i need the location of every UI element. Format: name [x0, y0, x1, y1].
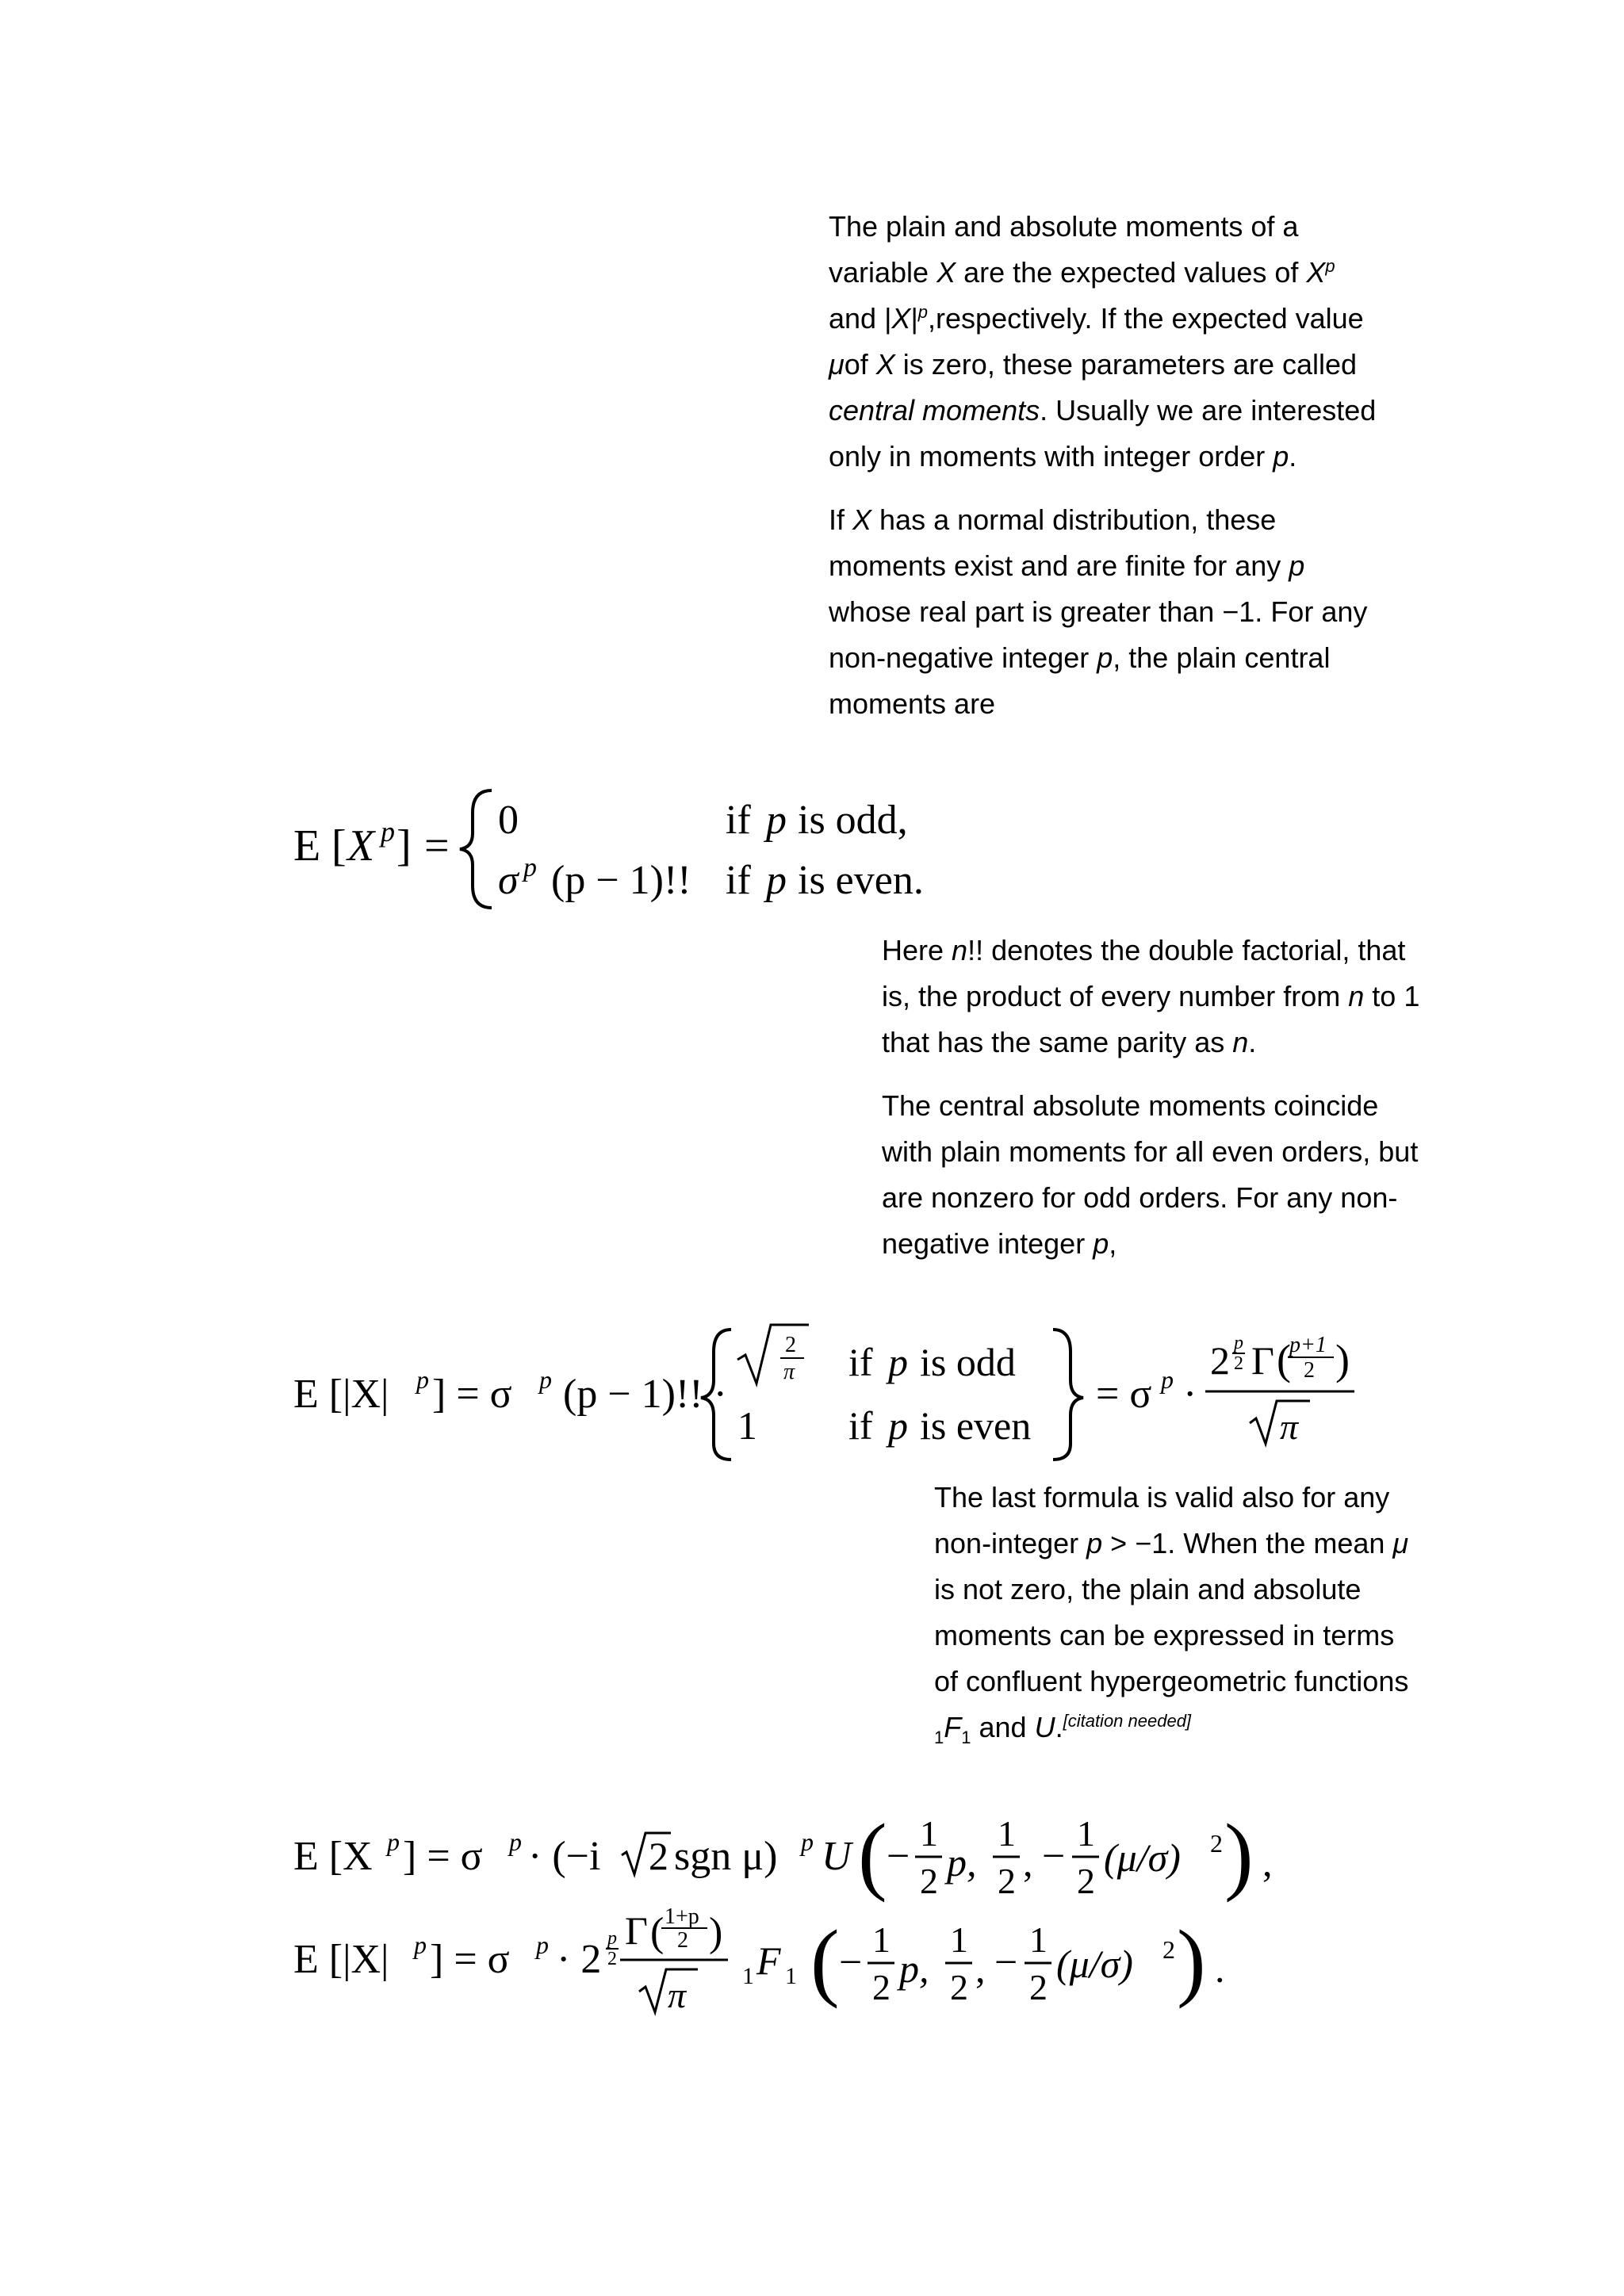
formula-text: 2 — [1234, 1353, 1243, 1374]
formula-text: 1+p — [665, 1904, 699, 1929]
formula-central-absolute-moments-svg — [293, 1320, 1404, 1463]
left-brace — [460, 790, 492, 908]
formula-text: 1 — [785, 1963, 797, 1989]
text-italic: X — [875, 348, 895, 381]
text-span: of — [844, 348, 876, 381]
text-span: , the plain central moments are — [829, 641, 1331, 720]
right-brace — [1053, 1330, 1083, 1460]
formula-text: 1 — [1029, 1919, 1048, 1960]
formula-text: p — [536, 1931, 549, 1959]
formula-text: · 2 — [557, 1937, 602, 1982]
formula-text: 2 — [1210, 1338, 1230, 1383]
text-span: . — [1248, 1026, 1257, 1058]
text-span: and — [971, 1711, 1035, 1743]
paragraph-normal-distribution — [829, 497, 1384, 727]
paragraph-double-factorial — [882, 928, 1421, 1066]
formula-text: 2 — [1304, 1358, 1315, 1383]
formula-text: p — [607, 1928, 617, 1949]
formula-text: (μ/σ) — [1056, 1942, 1133, 1986]
formula-text: 2 — [998, 1861, 1016, 1901]
formula-text: · — [1183, 1372, 1197, 1417]
formula-text: . — [1215, 1946, 1225, 1991]
formula-text: p — [888, 1340, 908, 1384]
formula-text: if — [848, 1403, 873, 1448]
text-italic: X — [936, 256, 956, 289]
formula-text: 2 — [920, 1861, 938, 1901]
formula-text: 1 — [998, 1813, 1016, 1854]
text-span: The plain and absolute moments of a variable — [829, 210, 1299, 289]
text-span: The last formula is valid also for any non-integer — [934, 1481, 1390, 1559]
text-span: . Usually we are interested only in moments with integer order — [829, 394, 1377, 473]
formula-noncentral-moments-svg — [293, 1808, 1324, 2030]
formula-plain-central-moments-svg — [293, 781, 944, 916]
formula-text: X — [347, 821, 375, 871]
formula-text: 1 — [872, 1919, 891, 1960]
formula-text: p — [888, 1403, 908, 1448]
formula-text: ) — [1224, 1808, 1254, 1903]
text-italic: n — [1348, 980, 1365, 1012]
text-italic: p — [1086, 1527, 1103, 1559]
formula-text: · (−i — [528, 1834, 601, 1879]
text-span: is not zero, the plain and absolute moments can be expressed in terms of confluent hypergeometric functions — [934, 1573, 1409, 1697]
text-span: , — [1109, 1227, 1117, 1260]
formula-text: ( — [810, 1912, 840, 2009]
formula-text: p — [766, 798, 787, 843]
formula-text: E [|X| — [293, 1372, 389, 1417]
formula-text: − — [839, 1940, 863, 1985]
noncentral-text-block — [934, 1475, 1410, 1768]
formula-text: ( — [858, 1808, 887, 1903]
paragraph-absolute-moments — [882, 1083, 1421, 1267]
formula-text: if — [726, 858, 751, 903]
formula-text: ) — [1335, 1336, 1350, 1383]
formula-text: 1 — [737, 1403, 757, 1448]
text-subscript: 1 — [961, 1728, 971, 1748]
paragraph-noninteger-moments — [934, 1475, 1410, 1751]
formula-plain-central-moments — [293, 781, 944, 919]
formula-text: ( — [1277, 1336, 1291, 1383]
formula-text: 2 — [1029, 1967, 1048, 2007]
formula-text: , — [1262, 1840, 1273, 1885]
text-span: to 1 that has the same parity as — [882, 980, 1420, 1058]
formula-text: is even. — [798, 858, 924, 903]
formula-text: Γ — [1251, 1338, 1274, 1383]
formula-text: , — [975, 1946, 986, 1991]
formula-text: ] = σ — [432, 1372, 512, 1417]
formula-text: π — [1280, 1406, 1299, 1447]
text-span: has a normal distribution, these moments exist and are finite for any — [829, 503, 1289, 582]
formula-text: 2 — [1210, 1829, 1223, 1858]
formula-text: − — [887, 1834, 910, 1879]
citation-needed-note: [citation needed] — [1063, 1711, 1192, 1731]
formula-text: − — [994, 1940, 1018, 1985]
formula-text: − — [1042, 1834, 1066, 1879]
text-italic: p — [1097, 641, 1113, 674]
text-span: The central absolute moments coincide with plain moments for all even orders, but are nonzero for odd orders. For any non-negative integer — [882, 1089, 1419, 1260]
formula-text: 2 — [649, 1834, 668, 1878]
text-italic: X — [1306, 256, 1326, 289]
formula-text: ] = σ — [430, 1937, 510, 1982]
formula-text: is odd — [920, 1340, 1016, 1384]
formula-text: p — [381, 816, 395, 848]
formula-text: 2 — [785, 1333, 796, 1357]
formula-text: 2 — [950, 1967, 968, 2007]
formula-text: ) — [1177, 1912, 1206, 2009]
formula-central-absolute-moments — [293, 1320, 1404, 1466]
text-span: ,respectively. If the expected value — [928, 302, 1364, 335]
text-italic: p — [1273, 440, 1289, 473]
formula-noncentral-moments — [293, 1808, 1324, 2033]
formula-text: E [|X| — [293, 1937, 389, 1982]
formula-text: 2 — [1162, 1935, 1175, 1964]
text-span: is zero, these parameters are called — [894, 348, 1358, 381]
formula-text: E [X — [293, 1834, 373, 1879]
text-italic: X — [852, 503, 872, 536]
formula-text: p — [416, 1365, 429, 1394]
formula-text: ( — [650, 1910, 665, 1955]
formula-text: σ — [498, 858, 519, 903]
intro-text-block — [829, 204, 1384, 744]
formula-text: is odd, — [798, 798, 908, 843]
formula-text: p — [523, 853, 537, 882]
text-italic: n — [952, 934, 968, 966]
formula-text: p — [1161, 1365, 1174, 1394]
text-span: whose real part is greater than −1. For any non-negative integer — [829, 595, 1368, 674]
formula-text: p+1 — [1289, 1333, 1327, 1357]
formula-text: = σ — [1096, 1372, 1152, 1417]
formula-text: 2 — [872, 1967, 891, 2007]
formula-text: sgn μ) — [674, 1834, 778, 1879]
formula-text: p — [414, 1931, 427, 1959]
double-factorial-text-block — [882, 928, 1421, 1284]
text-italic: p — [1289, 549, 1305, 582]
text-italic: μ — [1392, 1527, 1409, 1559]
text-span: !! denotes the double factorial, that is, the product of every number from — [882, 934, 1406, 1012]
formula-text: p — [509, 1827, 522, 1856]
text-span: . — [1055, 1711, 1063, 1743]
formula-text: π — [668, 1975, 687, 2015]
formula-text: p — [766, 858, 787, 903]
text-span: . — [1289, 440, 1297, 473]
text-subscript: 1 — [934, 1728, 944, 1748]
text-span: Here — [882, 934, 952, 966]
formula-text: (μ/σ) — [1104, 1835, 1181, 1880]
formula-text: is even — [920, 1403, 1032, 1448]
formula-text: F — [756, 1938, 781, 1983]
text-italic: p — [1093, 1227, 1109, 1260]
text-superscript: p — [917, 302, 929, 322]
formula-text: p, — [899, 1946, 929, 1991]
text-span: | — [910, 302, 918, 335]
formula-text: 2 — [677, 1928, 688, 1953]
formula-text: [ — [331, 821, 347, 871]
formula-text: 2 — [607, 1949, 617, 1969]
formula-text: ] = σ — [403, 1834, 483, 1879]
formula-text: p — [1234, 1333, 1243, 1353]
formula-text: 1 — [950, 1919, 968, 1960]
text-span: are the expected values of — [956, 256, 1307, 289]
sqrt-symbol — [737, 1325, 809, 1383]
text-span: > −1. When the mean — [1102, 1527, 1393, 1559]
formula-text: 2 — [1077, 1861, 1095, 1901]
formula-text: = — [424, 821, 450, 871]
text-superscript: p — [1325, 256, 1335, 276]
formula-text: ] — [396, 821, 412, 871]
text-italic: U — [1034, 1711, 1055, 1743]
text-span: If — [829, 503, 853, 536]
formula-text: 1 — [1077, 1813, 1095, 1854]
paragraph-moments-definition — [829, 204, 1384, 480]
text-italic: X — [891, 302, 911, 335]
text-span: and | — [829, 302, 892, 335]
formula-text: if — [848, 1340, 873, 1384]
formula-text: ) — [709, 1910, 723, 1955]
formula-text: (p − 1)!! · — [563, 1372, 727, 1417]
formula-text: E — [293, 821, 321, 871]
text-italic: n — [1232, 1026, 1249, 1058]
formula-text: π — [783, 1360, 795, 1384]
text-italic: F — [944, 1711, 962, 1743]
formula-text: p, — [947, 1840, 977, 1885]
formula-text: , — [1023, 1840, 1033, 1885]
formula-text: p — [801, 1827, 814, 1856]
formula-text: 1 — [742, 1963, 754, 1989]
text-italic: central moments — [829, 394, 1040, 427]
formula-text: 1 — [920, 1813, 938, 1854]
text-italic: μ — [829, 348, 845, 381]
formula-text: 0 — [498, 798, 519, 843]
formula-text: p — [539, 1365, 552, 1394]
formula-text: Γ — [625, 1908, 648, 1953]
formula-text: p — [387, 1827, 400, 1856]
formula-text: U — [822, 1834, 852, 1879]
formula-text: (p − 1)!! — [551, 858, 691, 903]
formula-text: if — [726, 798, 751, 843]
